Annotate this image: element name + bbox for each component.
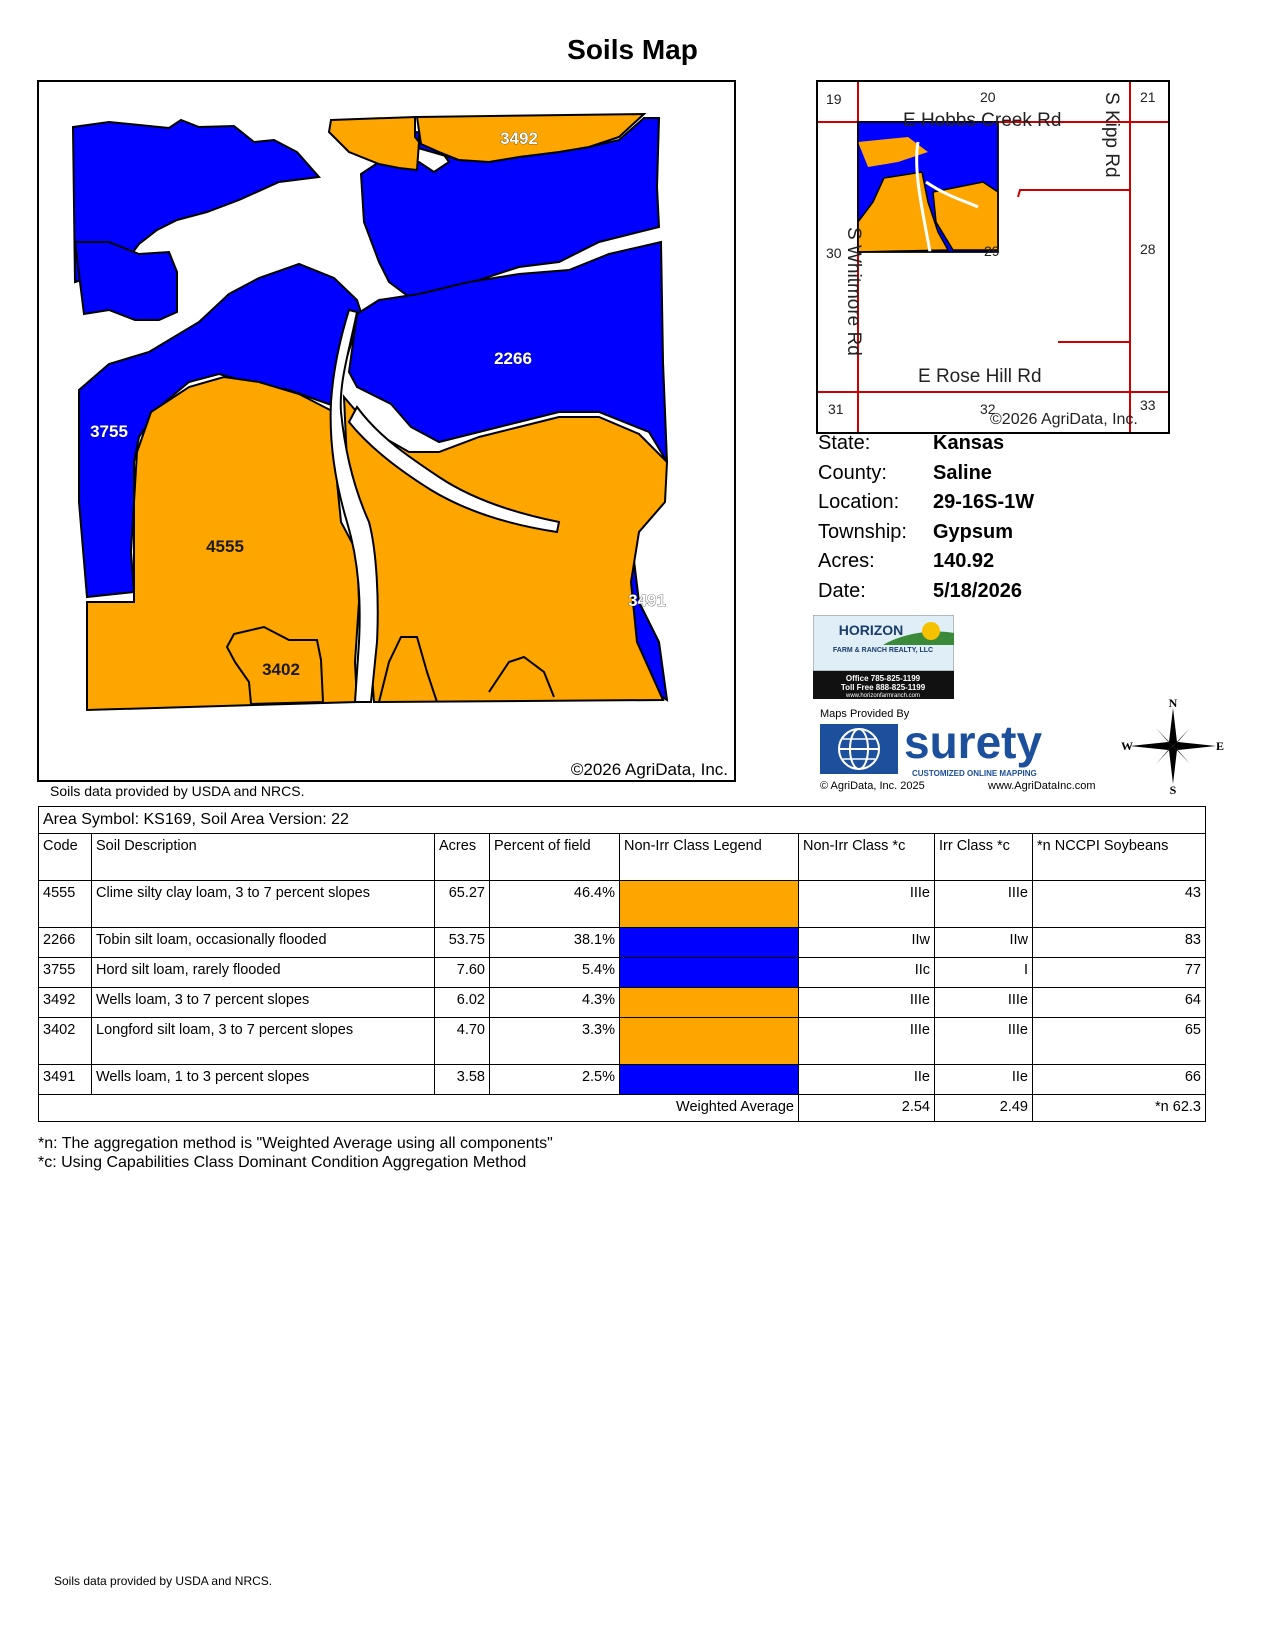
map-copyright: ©2026 AgriData, Inc. bbox=[570, 760, 728, 779]
cell-nccpi: 83 bbox=[1033, 928, 1206, 958]
soil-label-3492: 3492 bbox=[500, 129, 538, 148]
svg-text:surety: surety bbox=[904, 720, 1043, 768]
cell-percent: 38.1% bbox=[490, 928, 620, 958]
cell-legend-swatch bbox=[620, 958, 799, 988]
weighted-average-irr: 2.49 bbox=[935, 1095, 1033, 1122]
cell-percent: 4.3% bbox=[490, 988, 620, 1018]
col-header-code: Code bbox=[39, 834, 92, 881]
cell-legend-swatch bbox=[620, 928, 799, 958]
svg-text:Office 785-825-1199: Office 785-825-1199 bbox=[845, 674, 921, 683]
info-row-township bbox=[818, 521, 1034, 551]
cell-irr: IIw bbox=[935, 928, 1033, 958]
agridata-url: www.AgriDataInc.com bbox=[988, 780, 1096, 792]
locator-map-graphic bbox=[818, 82, 1168, 432]
svg-text:N: N bbox=[1168, 698, 1178, 710]
cell-acres: 4.70 bbox=[435, 1018, 490, 1065]
section-label-33: 33 bbox=[1140, 397, 1156, 413]
cell-code: 3755 bbox=[39, 958, 92, 988]
cell-percent: 2.5% bbox=[490, 1065, 620, 1095]
col-header-percent: Percent of field bbox=[490, 834, 620, 881]
info-value: 140.92 bbox=[933, 550, 995, 572]
info-value: Saline bbox=[933, 461, 992, 484]
svg-text:W: W bbox=[1121, 739, 1133, 753]
info-row-date bbox=[818, 580, 1034, 610]
info-label: Date: bbox=[818, 579, 866, 602]
road-label-hobbs-creek: E Hobbs Creek Rd bbox=[903, 110, 1062, 131]
cell-code: 3491 bbox=[39, 1065, 92, 1095]
section-label-28: 28 bbox=[1140, 241, 1156, 257]
cell-non-irr: IIIe bbox=[799, 881, 935, 928]
surety-logo bbox=[818, 720, 1098, 780]
cell-description: Wells loam, 1 to 3 percent slopes bbox=[92, 1065, 435, 1095]
cell-description: Longford silt loam, 3 to 7 percent slopes bbox=[92, 1018, 435, 1065]
note-aggregation: *n: The aggregation method is "Weighted Average using all components" bbox=[38, 1135, 553, 1152]
cell-non-irr: IIc bbox=[799, 958, 935, 988]
soils-map bbox=[37, 80, 736, 782]
locator-copyright: ©2026 AgriData, Inc. bbox=[990, 411, 1138, 428]
cell-acres: 53.75 bbox=[435, 928, 490, 958]
col-header-acres: Acres bbox=[435, 834, 490, 881]
svg-text:FARM & RANCH REALTY, LLC: FARM & RANCH REALTY, LLC bbox=[832, 647, 934, 654]
cell-nccpi: 65 bbox=[1033, 1018, 1206, 1065]
section-label-31: 31 bbox=[828, 401, 844, 417]
info-row-county bbox=[818, 462, 1034, 492]
cell-nccpi: 77 bbox=[1033, 958, 1206, 988]
locator-map bbox=[816, 80, 1170, 434]
table-row bbox=[39, 1065, 1206, 1095]
soil-polygon-3492-west bbox=[329, 117, 419, 170]
cell-non-irr: IIIe bbox=[799, 1018, 935, 1065]
field-info bbox=[818, 432, 1034, 609]
cell-description: Tobin silt loam, occasionally flooded bbox=[92, 928, 435, 958]
cell-non-irr: IIIe bbox=[799, 988, 935, 1018]
table-row bbox=[39, 1018, 1206, 1065]
cell-description: Clime silty clay loam, 3 to 7 percent slopes bbox=[92, 881, 435, 928]
agridata-copyright: © AgriData, Inc. 2025 bbox=[820, 780, 925, 792]
cell-acres: 3.58 bbox=[435, 1065, 490, 1095]
cell-legend-swatch bbox=[620, 881, 799, 928]
page-title: Soils Map bbox=[567, 34, 698, 65]
soil-label-2266: 2266 bbox=[494, 349, 532, 368]
svg-text:S: S bbox=[1169, 783, 1177, 794]
cell-percent: 46.4% bbox=[490, 881, 620, 928]
cell-legend-swatch bbox=[620, 1018, 799, 1065]
cell-non-irr: IIe bbox=[799, 1065, 935, 1095]
area-symbol-row bbox=[39, 807, 1206, 834]
cell-description: Hord silt loam, rarely flooded bbox=[92, 958, 435, 988]
col-header-nccpi: *n NCCPI Soybeans bbox=[1033, 834, 1206, 881]
cell-percent: 3.3% bbox=[490, 1018, 620, 1065]
weighted-average-label: Weighted Average bbox=[39, 1095, 799, 1122]
table-row bbox=[39, 958, 1206, 988]
cell-irr: IIe bbox=[935, 1065, 1033, 1095]
table-row bbox=[39, 988, 1206, 1018]
road-label-rose-hill: E Rose Hill Rd bbox=[918, 366, 1042, 387]
table-notes bbox=[38, 1134, 553, 1172]
area-symbol: Area Symbol: KS169, Soil Area Version: 22 bbox=[39, 807, 1206, 834]
cell-code: 3492 bbox=[39, 988, 92, 1018]
col-header-non-irr: Non-Irr Class *c bbox=[799, 834, 935, 881]
locator-field bbox=[858, 122, 998, 252]
info-label: State: bbox=[818, 432, 871, 454]
usda-note-footer: Soils data provided by USDA and NRCS. bbox=[54, 1574, 273, 1588]
cell-non-irr: IIw bbox=[799, 928, 935, 958]
section-label-32: 32 bbox=[980, 401, 996, 417]
horizon-realty-logo bbox=[813, 615, 954, 699]
svg-text:Toll Free 888-825-1199: Toll Free 888-825-1199 bbox=[840, 683, 926, 692]
soil-label-3755: 3755 bbox=[90, 422, 128, 441]
road-segment-1 bbox=[1018, 190, 1130, 197]
svg-text:CUSTOMIZED ONLINE MAPPING: CUSTOMIZED ONLINE MAPPING bbox=[912, 769, 1037, 778]
col-header-description: Soil Description bbox=[92, 834, 435, 881]
cell-acres: 65.27 bbox=[435, 881, 490, 928]
info-row-location bbox=[818, 491, 1034, 521]
note-capability: *c: Using Capabilities Class Dominant Condition Aggregation Method bbox=[38, 1154, 527, 1171]
table-header-row bbox=[39, 834, 1206, 881]
soil-polygon-2266-island bbox=[75, 242, 177, 320]
info-label: Township: bbox=[818, 520, 907, 543]
road-label-whitmore: S Whitmore Rd bbox=[843, 227, 864, 356]
weighted-average-row bbox=[39, 1095, 1206, 1122]
col-header-legend: Non-Irr Class Legend bbox=[620, 834, 799, 881]
info-label: Location: bbox=[818, 491, 900, 513]
cell-nccpi: 43 bbox=[1033, 881, 1206, 928]
cell-nccpi: 66 bbox=[1033, 1065, 1206, 1095]
info-label: Acres: bbox=[818, 550, 875, 572]
cell-nccpi: 64 bbox=[1033, 988, 1206, 1018]
info-row-acres bbox=[818, 550, 1034, 580]
cell-code: 4555 bbox=[39, 881, 92, 928]
svg-text:E: E bbox=[1215, 739, 1224, 753]
cell-irr: I bbox=[935, 958, 1033, 988]
info-row-state bbox=[818, 432, 1034, 462]
section-label-19: 19 bbox=[826, 91, 842, 107]
usda-note: Soils data provided by USDA and NRCS. bbox=[50, 783, 305, 799]
compass-rose-icon bbox=[1120, 698, 1226, 794]
road-label-kipp: S Kipp Rd bbox=[1101, 92, 1122, 178]
soil-label-3402: 3402 bbox=[262, 660, 300, 679]
cell-acres: 6.02 bbox=[435, 988, 490, 1018]
soil-label-4555: 4555 bbox=[206, 537, 244, 556]
info-value: 5/18/2026 bbox=[933, 579, 1022, 602]
section-label-20: 20 bbox=[980, 89, 996, 105]
cell-irr: IIIe bbox=[935, 988, 1033, 1018]
maps-provided-label: Maps Provided By bbox=[820, 708, 910, 720]
cell-legend-swatch bbox=[620, 988, 799, 1018]
cell-code: 3402 bbox=[39, 1018, 92, 1065]
section-label-29: 29 bbox=[984, 243, 1000, 259]
cell-percent: 5.4% bbox=[490, 958, 620, 988]
cell-irr: IIIe bbox=[935, 881, 1033, 928]
table-row bbox=[39, 881, 1206, 928]
cell-irr: IIIe bbox=[935, 1018, 1033, 1065]
cell-acres: 7.60 bbox=[435, 958, 490, 988]
section-label-21: 21 bbox=[1140, 89, 1156, 105]
info-value: Gypsum bbox=[933, 520, 1014, 543]
info-label: County: bbox=[818, 461, 887, 484]
weighted-average-nccpi: *n 62.3 bbox=[1033, 1095, 1206, 1122]
soils-map-graphic bbox=[39, 82, 734, 780]
col-header-irr: Irr Class *c bbox=[935, 834, 1033, 881]
svg-text:www.horizonfarmranch.com: www.horizonfarmranch.com bbox=[845, 693, 921, 699]
soil-table bbox=[38, 806, 1206, 1122]
info-value: 29-16S-1W bbox=[933, 491, 1035, 513]
cell-description: Wells loam, 3 to 7 percent slopes bbox=[92, 988, 435, 1018]
section-label-30: 30 bbox=[826, 245, 842, 261]
weighted-average-non-irr: 2.54 bbox=[799, 1095, 935, 1122]
cell-code: 2266 bbox=[39, 928, 92, 958]
table-row bbox=[39, 928, 1206, 958]
svg-text:HORIZON: HORIZON bbox=[838, 622, 904, 638]
cell-legend-swatch bbox=[620, 1065, 799, 1095]
info-value: Kansas bbox=[933, 432, 1005, 454]
soil-label-3491: 3491 bbox=[628, 591, 666, 610]
